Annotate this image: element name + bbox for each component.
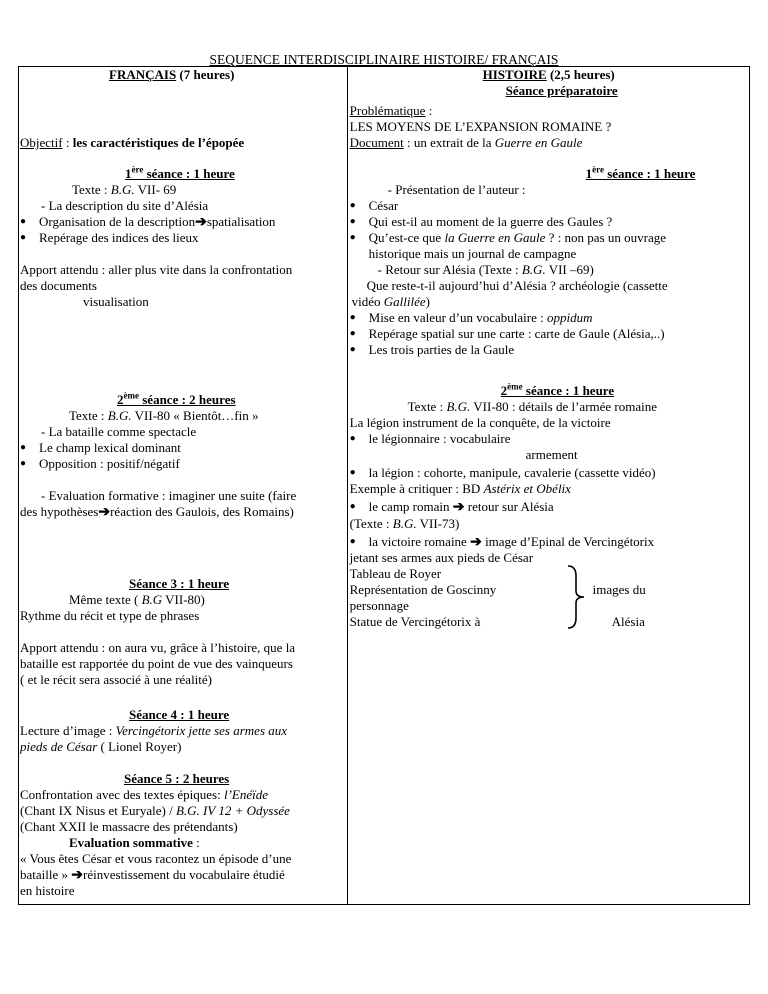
hi-seance2-line: Exemple à critiquer : BD Astérix et Obélix	[349, 481, 571, 496]
fr-seance5-title: Séance 5 : 2 heures	[124, 771, 230, 786]
hi-seance2-title: 2ème séance : 1 heure	[500, 381, 615, 398]
hi-seance1-line: Que reste-t-il aujourd’hui d’Alésia ? archéologie (cassette	[366, 278, 668, 293]
arrow-icon: ➔	[470, 535, 482, 550]
fr-seance3-title: Séance 3 : 1 heure	[129, 576, 230, 591]
hi-seance1-bullet: Qui est-il au moment de la guerre des Gaules ?	[368, 214, 613, 229]
hi-seance2-list: Tableau de Royer	[349, 566, 442, 581]
bullet-icon: ●	[349, 328, 356, 339]
hi-seance2-list: Statue de Vercingétorix à	[349, 614, 481, 629]
fr-seance5-line: (Chant XXII le massacre des prétendants)	[20, 819, 238, 834]
fr-seance1-bullet1: Organisation de la description➔spatialisation	[39, 214, 276, 230]
fr-seance1-apport: visualisation	[83, 294, 149, 309]
bullet-icon: ●	[349, 232, 356, 243]
document-line: Document : un extrait de la Guerre en Gaule	[349, 135, 583, 150]
hi-seance2-images-label: images du	[592, 582, 646, 597]
bullet-icon: ●	[349, 344, 356, 355]
document-title: SEQUENCE INTERDISCIPLINAIRE HISTOIRE/ FRANÇAIS	[209, 52, 559, 67]
fr-seance5-eval: Evaluation sommative :	[69, 835, 200, 850]
fr-seance2-texte: Texte : B.G. VII-80 « Bientôt…fin »	[69, 408, 259, 423]
fr-seance3-line: Rythme du récit et type de phrases	[20, 608, 200, 623]
arrow-icon: ➔	[71, 868, 83, 883]
bullet-icon: ●	[349, 433, 356, 444]
hi-seance2-line: La légion instrument de la conquête, de la victoire	[349, 415, 611, 430]
fr-seance4-line: pieds de César ( Lionel Royer)	[20, 739, 182, 754]
arrow-icon: ➔	[452, 500, 465, 515]
fr-seance2-eval: des hypothèses➔réaction des Gaulois, des Romains)	[20, 504, 294, 520]
fr-seance3-apport: ( et le récit sera associé à une réalité)	[20, 672, 212, 687]
bullet-icon: ●	[349, 536, 356, 547]
hi-seance1-line: - Présentation de l’auteur :	[387, 182, 526, 197]
hi-seance2-bullet: le camp romain ➔ retour sur Alésia	[368, 499, 554, 515]
hi-seance2-line: jetant ses armes aux pieds de César	[349, 550, 534, 565]
hi-seance1-bullet: Mise en valeur d’un vocabulaire : oppidum	[368, 310, 593, 325]
hi-seance1-bullet: Qu’est-ce que la Guerre en Gaule ? : non pas un ouvrage	[368, 230, 667, 245]
hi-seance2-list: Représentation de Goscinny	[349, 582, 497, 597]
histoire-column	[347, 67, 749, 905]
hi-seance1-bullet: Les trois parties de la Gaule	[368, 342, 515, 357]
hi-seance1-bullet-cont: historique mais un journal de campagne	[368, 246, 577, 261]
hi-seance2-bullet: la victoire romaine ➔ image d’Epinal de Vercingétorix	[368, 534, 655, 550]
fr-seance2-title: 2ème séance : 2 heures	[117, 390, 236, 407]
fr-seance3-apport: bataille est rapportée du point de vue des vainqueurs	[20, 656, 293, 671]
fr-seance5-line: en histoire	[20, 883, 75, 898]
bullet-icon: ●	[20, 458, 27, 469]
bullet-icon: ●	[349, 312, 356, 323]
hi-seance2-bullet: la légion : cohorte, manipule, cavalerie (cassette vidéo)	[368, 465, 656, 480]
fr-seance1-texte: Texte : B.G. VII- 69	[72, 182, 177, 197]
fr-seance3-apport: Apport attendu : on aura vu, grâce à l’histoire, que la	[20, 640, 296, 655]
seance-preparatoire: Séance préparatoire	[505, 83, 618, 98]
bullet-icon: ●	[20, 216, 27, 227]
fr-seance4-line: Lecture d’image : Vercingétorix jette ses armes aux	[20, 723, 288, 738]
arrow-icon: ➔	[98, 505, 111, 520]
fr-seance1-title: 1ère séance : 1 heure	[125, 164, 235, 181]
fr-seance4-title: Séance 4 : 1 heure	[129, 707, 230, 722]
fr-seance3-line: Même texte ( B.G VII-80)	[69, 592, 205, 607]
fr-seance5-line: bataille » ➔réinvestissement du vocabulaire étudié	[20, 867, 285, 883]
hi-seance2-line: Texte : B.G. VII-80 : détails de l’armée romaine	[407, 399, 658, 414]
fr-seance2-line: - La bataille comme spectacle	[41, 424, 197, 439]
sequence-table	[18, 66, 750, 905]
brace-icon	[566, 564, 588, 630]
arrow-icon: ➔	[195, 215, 207, 230]
bullet-icon: ●	[349, 501, 356, 512]
fr-seance1-bullet2: Repérage des indices des lieux	[39, 230, 199, 245]
fr-seance5-line: Confrontation avec des textes épiques: l’Enéïde	[20, 787, 269, 802]
hi-seance1-line: - Retour sur Alésia (Texte : B.G. VII –69)	[377, 262, 594, 277]
bullet-icon: ●	[20, 232, 27, 243]
fr-seance1-apport: Apport attendu : aller plus vite dans la confrontation	[20, 262, 293, 277]
fr-seance2-bullet2: Opposition : positif/négatif	[39, 456, 180, 471]
bullet-icon: ●	[349, 467, 356, 478]
francais-column	[19, 67, 348, 905]
problematique: Problématique :	[349, 103, 433, 118]
bullet-icon: ●	[349, 200, 356, 211]
fr-seance1-line: - La description du site d’Alésia	[41, 198, 209, 213]
hi-seance1-title: 1ère séance : 1 heure	[585, 164, 696, 181]
hi-seance2-alesia-label: Alésia	[611, 614, 645, 629]
hi-seance2-list: personnage	[349, 598, 409, 613]
hi-seance2-armement: armement	[525, 447, 578, 462]
fr-seance5-line: « Vous êtes César et vous racontez un épisode d’une	[20, 851, 292, 866]
fr-seance2-bullet1: Le champ lexical dominant	[39, 440, 181, 455]
hi-seance1-bullet: Repérage spatial sur une carte : carte de Gaule (Alésia,..)	[368, 326, 665, 341]
hi-seance1-bullet: César	[368, 198, 399, 213]
hi-seance1-line: vidéo Gallilée)	[351, 294, 431, 309]
fr-seance1-apport: des documents	[20, 278, 97, 293]
hi-seance2-line: (Texte : B.G. VII-73)	[349, 516, 460, 531]
fr-seance2-eval: - Evaluation formative : imaginer une suite (faire	[41, 488, 297, 503]
fr-seance5-line: (Chant IX Nisus et Euryale) / B.G. IV 12 + Odyssée	[20, 803, 290, 818]
francais-header: FRANÇAIS (7 heures)	[109, 67, 235, 82]
histoire-header: HISTOIRE (2,5 heures)	[482, 67, 615, 82]
bullet-icon: ●	[349, 216, 356, 227]
problematique-text: LES MOYENS DE L’EXPANSION ROMAINE ?	[349, 119, 612, 134]
bullet-icon: ●	[20, 442, 27, 453]
hi-seance2-bullet: le légionnaire : vocabulaire	[368, 431, 511, 446]
objectif: Objectif : les caractéristiques de l’épopée	[20, 135, 245, 150]
